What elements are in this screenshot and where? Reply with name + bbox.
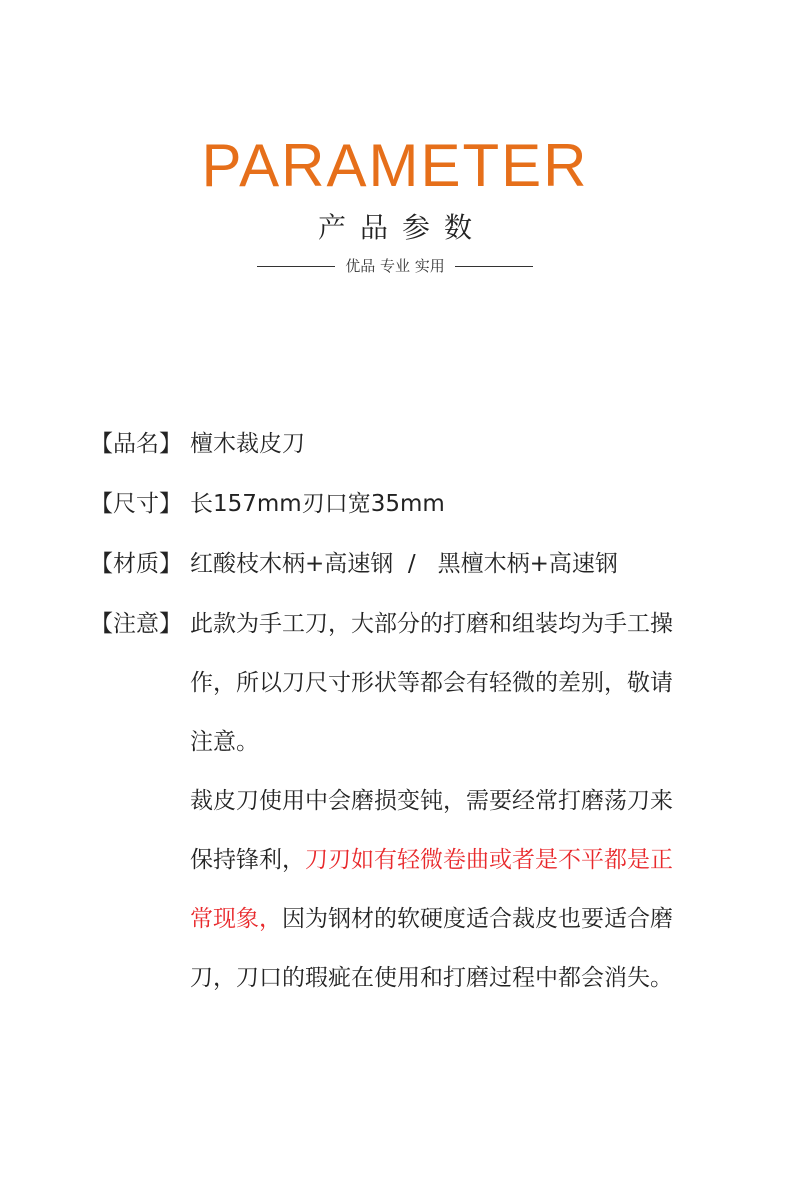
tagline-divider-left [257, 266, 335, 267]
param-row-name [90, 432, 710, 456]
note-text [190, 595, 695, 1008]
title-chinese: 产品参数 [317, 211, 486, 244]
page-header [0, 130, 790, 276]
title-english: PARAMETER [201, 132, 589, 199]
note-paragraph-2-end: 因为钢材的软硬度适合裁皮也要适合磨刀，刀口的瑕疵在使用和打磨过程中都会消失。 [190, 906, 673, 991]
param-value-material: 红酸枝木柄+高速钢 / 黑檀木柄+高速钢 [190, 551, 618, 577]
parameter-list [90, 432, 710, 1044]
note-paragraph-2 [190, 772, 695, 1008]
param-row-note [90, 612, 710, 1008]
param-label-material: 【材质】 [90, 551, 182, 577]
note-paragraph-1: 此款为手工刀，大部分的打磨和组装均为手工操作，所以刀尺寸形状等都会有轻微的差别，敬请注意。 [190, 611, 673, 755]
param-label-name: 【品名】 [90, 431, 182, 457]
param-value-name: 檀木裁皮刀 [190, 431, 305, 457]
param-value-size: 长157mm刃口宽35mm [190, 491, 445, 517]
note-highlight: 刀刃如有轻微卷曲或者是不平都是正常现象， [190, 847, 673, 932]
tagline-text: 优品 专业 实用 [345, 257, 445, 275]
tagline-divider-right [455, 266, 533, 267]
param-label-size: 【尺寸】 [90, 491, 182, 517]
param-row-material [90, 552, 710, 576]
tagline-row [0, 256, 790, 276]
note-paragraph-2-start: 裁皮刀使用中会磨损变钝，需要经常打磨荡刀来保持锋利， [190, 788, 673, 873]
param-row-size [90, 492, 710, 516]
param-label-note: 【注意】 [90, 611, 182, 637]
